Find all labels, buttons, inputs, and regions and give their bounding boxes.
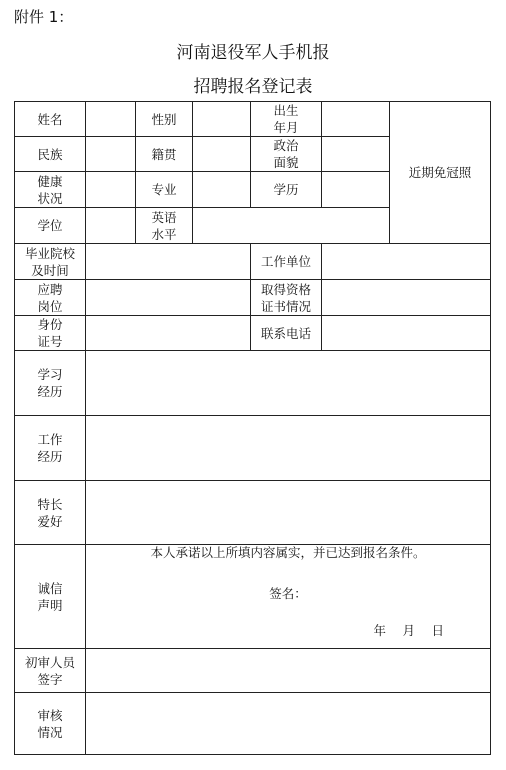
position-label: 应聘 岗位 bbox=[15, 280, 86, 316]
school-label: 毕业院校 及时间 bbox=[15, 244, 86, 280]
registration-form-table bbox=[14, 101, 491, 755]
gender-label: 性别 bbox=[136, 102, 193, 137]
health-field[interactable] bbox=[86, 172, 136, 208]
certificate-field[interactable] bbox=[322, 280, 491, 316]
employer-label: 工作单位 bbox=[251, 244, 322, 280]
native-place-label: 籍贯 bbox=[136, 137, 193, 172]
audit-status-field[interactable] bbox=[86, 693, 491, 755]
political-status-field[interactable] bbox=[322, 137, 390, 172]
work-history-label: 工作 经历 bbox=[15, 416, 86, 481]
skills-field[interactable] bbox=[86, 481, 491, 545]
study-history-field[interactable] bbox=[86, 351, 491, 416]
audit-status-label: 审核 情况 bbox=[15, 693, 86, 755]
birth-date-label: 出生 年月 bbox=[251, 102, 322, 137]
education-field[interactable] bbox=[322, 172, 390, 208]
photo-area[interactable] bbox=[390, 102, 491, 244]
english-level-label: 英语 水平 bbox=[136, 208, 193, 244]
date-line: 年 月 日 bbox=[373, 623, 444, 638]
declaration-area bbox=[86, 545, 491, 649]
english-level-field[interactable] bbox=[193, 208, 390, 244]
attachment-label: 附件 1： bbox=[14, 8, 74, 26]
ethnicity-label: 民族 bbox=[15, 137, 86, 172]
major-field[interactable] bbox=[193, 172, 251, 208]
signature-label: 签名： bbox=[269, 586, 307, 601]
work-history-field[interactable] bbox=[86, 416, 491, 481]
id-number-label: 身份 证号 bbox=[15, 316, 86, 351]
degree-label: 学位 bbox=[15, 208, 86, 244]
position-field[interactable] bbox=[86, 280, 251, 316]
reviewer-signature-field[interactable] bbox=[86, 649, 491, 693]
id-number-field[interactable] bbox=[86, 316, 251, 351]
photo-label: 近期免冠照 bbox=[408, 165, 472, 180]
school-field[interactable] bbox=[86, 244, 251, 280]
employer-field[interactable] bbox=[322, 244, 491, 280]
phone-label: 联系电话 bbox=[251, 316, 322, 351]
name-field[interactable] bbox=[86, 102, 136, 137]
health-label: 健康 状况 bbox=[15, 172, 86, 208]
skills-label: 特长 爱好 bbox=[15, 481, 86, 545]
gender-field[interactable] bbox=[193, 102, 251, 137]
degree-field[interactable] bbox=[86, 208, 136, 244]
name-label: 姓名 bbox=[15, 102, 86, 137]
education-label: 学历 bbox=[251, 172, 322, 208]
major-label: 专业 bbox=[136, 172, 193, 208]
phone-field[interactable] bbox=[322, 316, 491, 351]
ethnicity-field[interactable] bbox=[86, 137, 136, 172]
study-history-label: 学习 经历 bbox=[15, 351, 86, 416]
declaration-text: 本人承诺以上所填内容属实，并已达到报名条件。 bbox=[150, 545, 426, 560]
reviewer-signature-label: 初审人员 签字 bbox=[15, 649, 86, 693]
integrity-statement-label: 诚信 声明 bbox=[15, 545, 86, 649]
political-status-label: 政治 面貌 bbox=[251, 137, 322, 172]
birth-date-field[interactable] bbox=[322, 102, 390, 137]
form-title: 河南退役军人手机报 bbox=[176, 43, 330, 63]
certificate-label: 取得资格 证书情况 bbox=[251, 280, 322, 316]
native-place-field[interactable] bbox=[193, 137, 251, 172]
form-subtitle: 招聘报名登记表 bbox=[193, 77, 313, 97]
